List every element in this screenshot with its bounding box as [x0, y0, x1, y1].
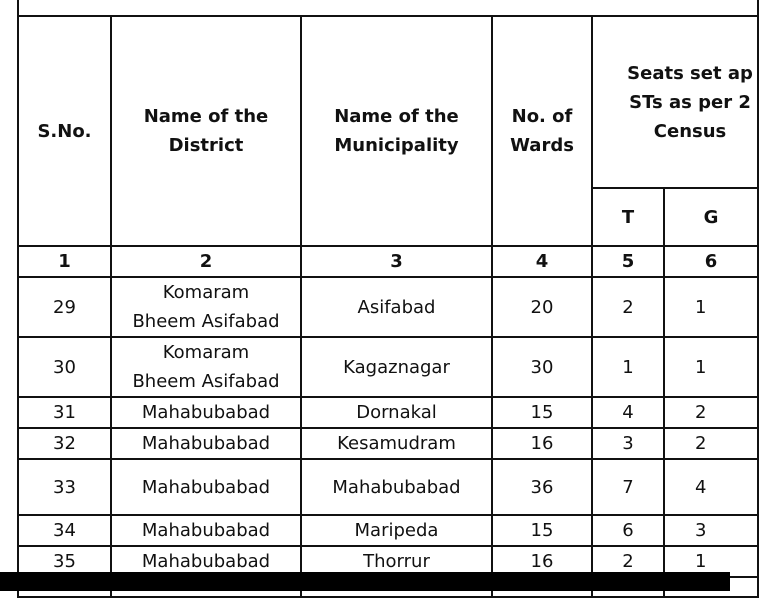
header-municipality: Name of the Municipality: [301, 16, 492, 246]
cell-district: Komaram Bheem Asifabad: [111, 277, 301, 337]
cell-g: 2: [664, 397, 758, 428]
cell-t: 4: [592, 397, 664, 428]
cell-municipality: Asifabad: [301, 277, 492, 337]
cell-municipality: Maripeda: [301, 515, 492, 546]
table-row: [18, 397, 758, 428]
index-cell: 3: [301, 246, 492, 277]
cell-t: 6: [592, 515, 664, 546]
index-cell: 6: [664, 246, 758, 277]
index-cell: 4: [492, 246, 592, 277]
table-row: [18, 337, 758, 397]
cell-wards: 15: [492, 515, 592, 546]
header-row: [18, 16, 758, 188]
left-margin: [0, 0, 18, 572]
bottom-black-bar: [0, 572, 730, 591]
cell-sno: 32: [18, 428, 111, 459]
column-index-row: [18, 246, 758, 277]
cell-municipality: Dornakal: [301, 397, 492, 428]
cell-wards: 15: [492, 397, 592, 428]
cell-g: 2: [664, 428, 758, 459]
cell-municipality: Mahabubabad: [301, 459, 492, 515]
cell-municipality: Thorrur: [301, 546, 492, 577]
municipality-wards-table: [17, 0, 759, 598]
header-wards: No. of Wards: [492, 16, 592, 246]
table-row: [18, 459, 758, 515]
cell-wards: 30: [492, 337, 592, 397]
cell-g: 1: [664, 337, 758, 397]
cell-sno: 34: [18, 515, 111, 546]
cell-g: 3: [664, 515, 758, 546]
header-sno: S.No.: [18, 16, 111, 246]
cell-t: 7: [592, 459, 664, 515]
subheader-t: T: [592, 188, 664, 246]
index-cell: 1: [18, 246, 111, 277]
cell-sno: 30: [18, 337, 111, 397]
cell-g: 1: [664, 546, 758, 577]
cell-g: 1: [664, 277, 758, 337]
table-row: [18, 515, 758, 546]
cell-district: Mahabubabad: [111, 397, 301, 428]
index-cell: 5: [592, 246, 664, 277]
cell-district: Mahabubabad: [111, 428, 301, 459]
cell-district: Mahabubabad: [111, 459, 301, 515]
cell-sno: 33: [18, 459, 111, 515]
header-seats: [592, 16, 758, 188]
header-seats-line1: Seats set ap: [627, 62, 753, 84]
cell-g: 4: [664, 459, 758, 515]
cell-wards: 16: [492, 546, 592, 577]
cell-district: Komaram Bheem Asifabad: [111, 337, 301, 397]
cell-wards: 36: [492, 459, 592, 515]
table-row: [18, 428, 758, 459]
cell-wards: 16: [492, 428, 592, 459]
cell-district: Mahabubabad: [111, 515, 301, 546]
cell-t: 3: [592, 428, 664, 459]
subheader-g: G: [664, 188, 758, 246]
cell-municipality: Kagaznagar: [301, 337, 492, 397]
cell-municipality: Kesamudram: [301, 428, 492, 459]
cell-sno: 35: [18, 546, 111, 577]
cell-t: 1: [592, 337, 664, 397]
top-strip-cell: [18, 0, 758, 16]
cell-t: 2: [592, 277, 664, 337]
table-top-strip: [18, 0, 758, 16]
cell-district: Mahabubabad: [111, 546, 301, 577]
header-district: Name of the District: [111, 16, 301, 246]
cell-sno: 29: [18, 277, 111, 337]
index-cell: 2: [111, 246, 301, 277]
table-row: [18, 277, 758, 337]
cell-t: 2: [592, 546, 664, 577]
header-seats-line2: STs as per 2: [629, 91, 751, 113]
cell-sno: 31: [18, 397, 111, 428]
header-seats-text: [597, 59, 753, 146]
cell-wards: 20: [492, 277, 592, 337]
header-seats-line3: Census: [653, 120, 727, 142]
